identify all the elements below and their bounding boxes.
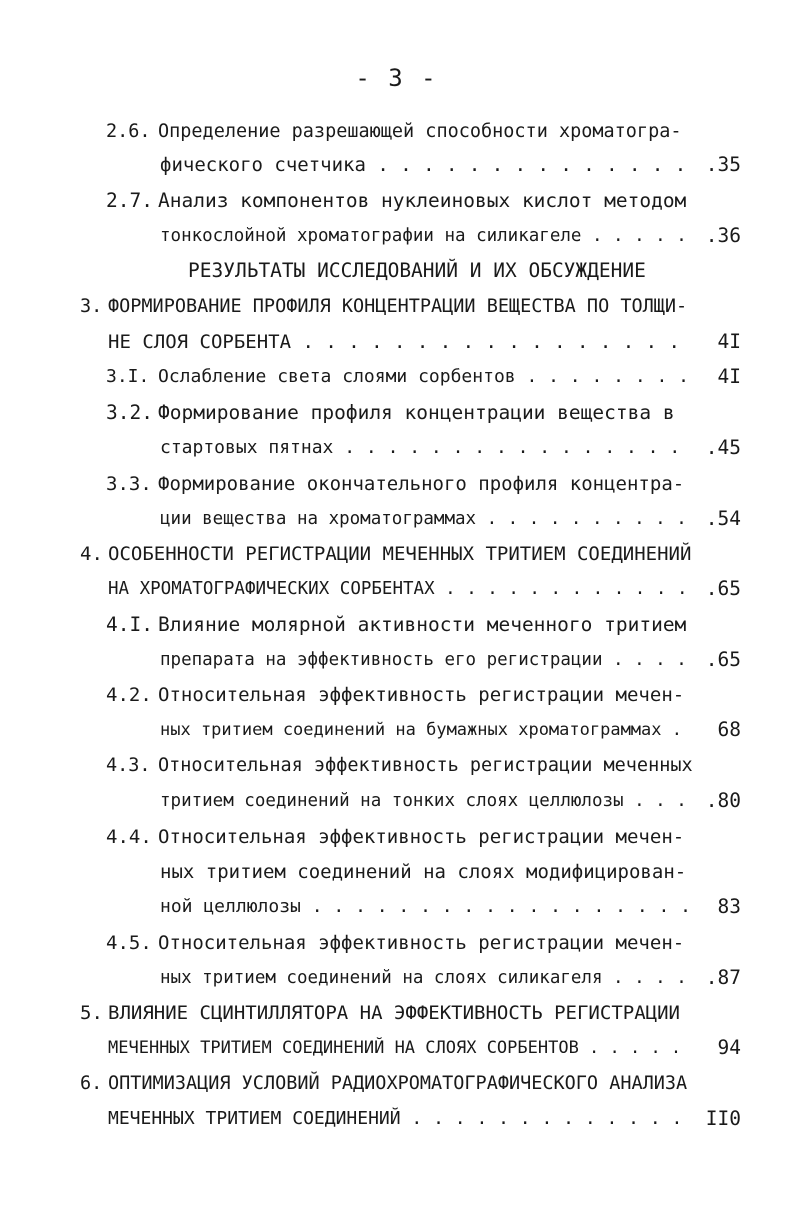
toc-entry-4-5 [106,930,684,956]
entry-number: 2.6. [106,121,151,142]
entry-number: 3.3. [106,473,152,495]
toc-entry-5 [80,1000,680,1026]
entry-number: 4.5. [106,932,152,954]
toc-entry-4-2 [106,682,684,708]
toc-entry-3-1 [106,364,689,390]
entry-title-line: Относительная эффективность регистрации мечен- [158,826,685,848]
page-ref: 83 [717,895,741,918]
entry-number: 3.2. [106,401,153,424]
section-heading: РЕЗУЛЬТАТЫ ИССЛЕДОВАНИЙ И ИХ ОБСУЖДЕНИЕ [188,259,646,282]
entry-title-line: Формирование окончательного профиля концентра- [158,473,685,495]
page-ref: .65 [705,577,741,600]
entry-number: 3. [80,296,103,317]
entry-number: 4.I. [106,613,153,636]
entry-title-line: ных тритием соединений на слоях модифицирован- [160,861,687,883]
page-ref: .35 [705,153,741,176]
entry-number: 4.4. [106,826,152,848]
toc-entry-6-cont [108,1106,682,1132]
entry-number: 5. [80,1002,103,1024]
page-ref: II0 [705,1107,741,1130]
entry-number: 4.2. [106,684,152,706]
entry-title-line: ВЛИЯНИЕ СЦИНТИЛЛЯТОРА НА ЭФФЕКТИВНОСТЬ РЕГИСТРАЦИИ [108,1002,680,1024]
entry-title-line: Относительная эффективность регистрации меченных [158,755,693,776]
entry-title-line: Определение разрешающей способности хроматогра- [158,121,682,142]
entry-title-line: ОСОБЕННОСТИ РЕГИСТРАЦИИ МЕЧЕННЫХ ТРИТИЕМ СОЕДИНЕНИЙ [108,543,692,565]
entry-title-line: Относительная эффективность регистрации мечен- [158,932,685,954]
entry-number: 6. [80,1073,103,1094]
toc-entry-4 [80,541,691,567]
toc-entry-2-6-cont [160,152,686,178]
toc-entry-4-3-cont [160,788,687,814]
toc-entry-2-7-cont [160,223,687,249]
page-ref: .45 [705,436,741,459]
toc-entry-3-cont [108,329,680,355]
page-ref: 94 [717,1036,741,1059]
toc-entry-5-cont [108,1035,681,1061]
entry-title-line: ФОРМИРОВАНИЕ ПРОФИЛЯ КОНЦЕНТРАЦИИ ВЕЩЕСТВА ПО ТОЛЩИ- [108,296,688,317]
toc-entry-3-3 [106,471,684,497]
toc-entry-4-2-cont [160,717,682,743]
toc-entry-4-cont [108,576,687,602]
toc-entry-4-4-cont [160,859,686,885]
toc-entry-3-2 [106,400,675,426]
entry-title-line: ОПТИМИЗАЦИЯ УСЛОВИЙ РАДИОХРОМАТОГРАФИЧЕСКОГО АНАЛИЗА [108,1073,688,1094]
toc-entry-2-7 [106,188,686,214]
entry-title-line: Относительная эффективность регистрации мечен- [158,684,685,706]
entry-number: 3.I. [106,366,150,387]
entry-title-line: ных тритием соединений на слоях силикагеля . . . . [160,968,687,988]
entry-title-line: Влияние молярной активности меченного тритием [158,613,687,636]
entry-title-line: НЕ СЛОЯ СОРБЕНТА . . . . . . . . . . . . . . . . . [108,331,680,353]
toc-entry-2-6 [106,119,681,145]
entry-title-line: ции вещества на хроматограммах . . . . . . . . . . [160,509,687,529]
entry-number: 4. [80,543,103,565]
entry-title-line: Формирование профиля концентрации вещества в [158,401,675,424]
page-ref: .87 [705,966,741,989]
toc-entry-4-1 [106,612,686,638]
page-ref: .36 [705,224,741,247]
entry-title-line: тритием соединений на тонких слоях целлюлозы . . . [160,791,687,811]
entry-title-line: фического счетчика . . . . . . . . . . . . . . [160,154,687,176]
toc-entry-4-4 [106,824,684,850]
entry-title-line: ных тритием соединений на бумажных хроматограммах . [160,720,682,740]
entry-title-line: ной целлюлозы . . . . . . . . . . . . . . . . . . [160,896,692,917]
entry-number: 4.3. [106,755,151,776]
toc-entry-4-3 [106,753,693,779]
entry-title-line: Ослабление света слоями сорбентов . . . . . . . . [158,366,690,387]
entry-title-line: Анализ компонентов нуклеиновых кислот методом [158,189,687,212]
toc-entry-4-4-cont2 [160,894,691,920]
page-ref: 68 [717,718,741,741]
toc-entry-3-2-cont [160,435,680,461]
page-ref: .65 [705,648,741,671]
page-ref: .54 [705,507,741,530]
entry-title-line: тонкослойной хроматографии на силикагеле . . . . . [160,226,687,246]
toc-entry-6 [80,1071,687,1097]
entry-title-line: стартовых пятнах . . . . . . . . . . . . . . . . [160,437,681,458]
entry-number: 2.7. [106,189,153,212]
page-ref: 4I [717,365,741,388]
toc-entry-3-3-cont [160,506,687,532]
toc-entry-3 [80,294,687,320]
entry-title-line: НА ХРОМАТОГРАФИЧЕСКИХ СОРБЕНТАХ . . . . . . . . . . . . [108,579,688,599]
entry-title-line: МЕЧЕННЫХ ТРИТИЕМ СОЕДИНЕНИЙ НА СЛОЯХ СОРБЕНТОВ . . . . . [108,1038,682,1058]
page-number: - 3 - [355,64,438,92]
page-ref: 4I [717,330,741,353]
entry-title-line: МЕЧЕННЫХ ТРИТИЕМ СОЕДИНЕНИЙ . . . . . . . . . . . . . [108,1108,683,1129]
entry-title-line: препарата на эффективность его регистрации . . . . [160,650,687,670]
toc-entry-4-5-cont [160,965,687,991]
toc-entry-4-1-cont [160,647,687,673]
page-ref: .80 [705,789,741,812]
